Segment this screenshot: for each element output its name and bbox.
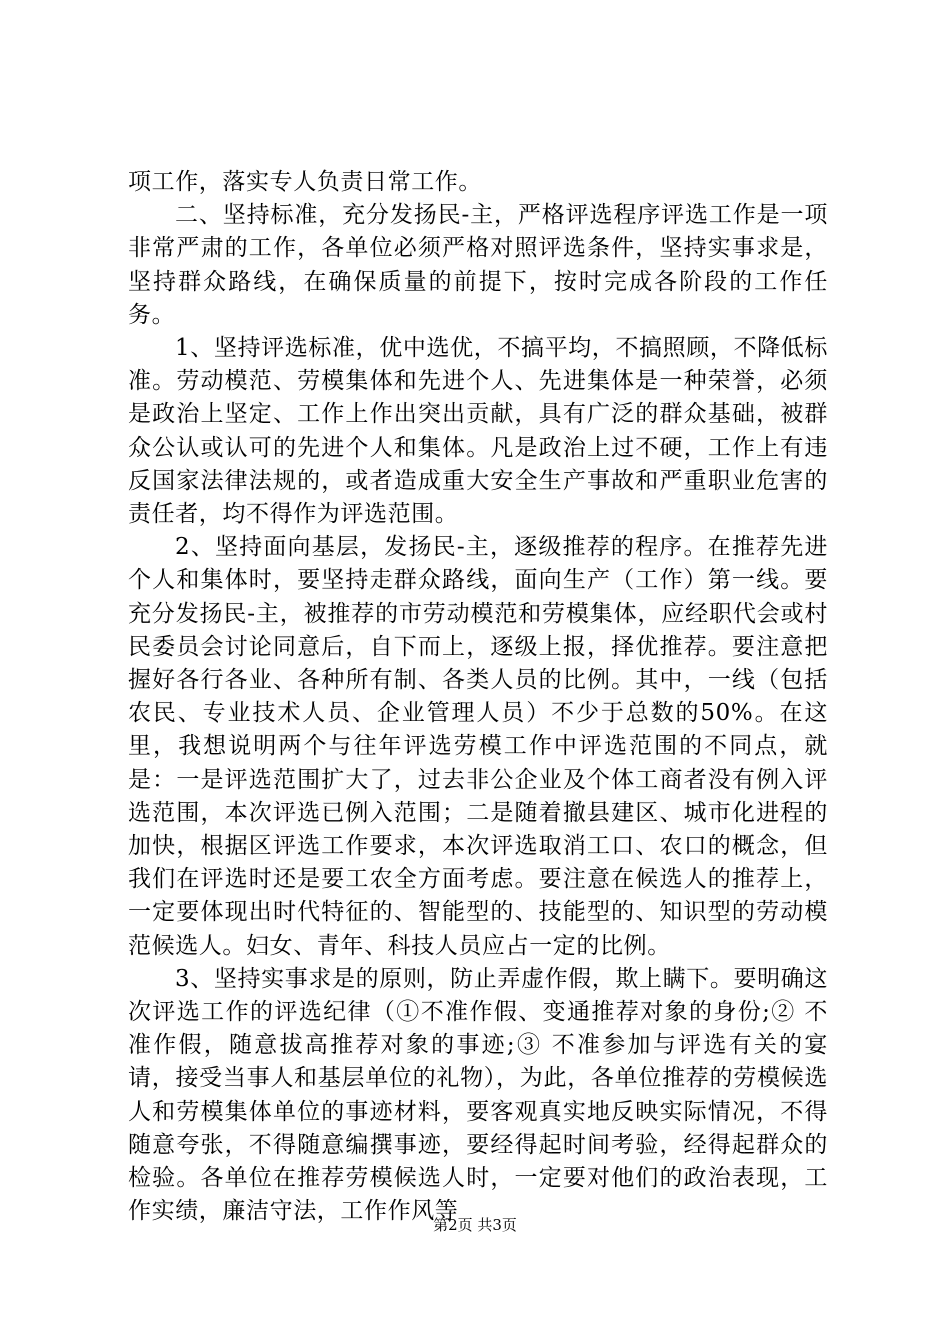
paragraph-3: 1、坚持评选标准，优中选优，不搞平均，不搞照顾，不降低标准。劳动模范、劳模集体和先进个人、先进集体是一种荣誉，必须是政治上坚定、工作上作出突出贡献，具有广泛的群众基础，被群众公认或认可的先进个人和集体。凡是政治上过不硬，工作上有违反国家法律法规的，或者造成重大安全生产事故和严重职业危害的责任者，均不得作为评选范围。	[128, 335, 828, 528]
document-body	[128, 166, 828, 1229]
paragraph-1: 项工作，落实专人负责日常工作。	[128, 169, 482, 195]
page-footer	[0, 1215, 950, 1235]
paragraph-2: 二、坚持标准，充分发扬民-主，严格评选程序评选工作是一项非常严肃的工作，各单位必须严格对照评选条件，坚持实事求是，坚持群众路线，在确保质量的前提下，按时完成各阶段的工作任务。	[128, 202, 828, 328]
page-indicator: 第2页 共3页	[433, 1216, 517, 1234]
paragraph-5: 3、坚持实事求是的原则，防止弄虚作假，欺上瞒下。要明确这次评选工作的评选纪律（①不准作假、变通推荐对象的身份;② 不准作假，随意拔高推荐对象的事迹;③ 不准参加与评选有关的宴请，接受当事人和基层单位的礼物），为此，各单位推荐的劳模候选人和劳模集体单位的事迹材料，要客观真实地反映实际情况，不得随意夸张，不得随意编撰事迹，要经得起时间考验，经得起群众的检验。各单位在推荐劳模候选人时，一定要对他们的政治表现，工作实绩，廉洁守法，工作作风等	[128, 965, 828, 1225]
paragraph-4: 2、坚持面向基层，发扬民-主，逐级推荐的程序。在推荐先进个人和集体时，要坚持走群众路线，面向生产（工作）第一线。要充分发扬民-主，被推荐的市劳动模范和劳模集体，应经职代会或村民委员会讨论同意后，自下而上，逐级上报，择优推荐。要注意把握好各行各业、各种所有制、各类人员的比例。其中，一线（包括农民、专业技术人员、企业管理人员）不少于总数的50%。在这里，我想说明两个与往年评选劳模工作中评选范围的不同点，就是：一是评选范围扩大了，过去非公企业及个体工商者没有例入评选范围，本次评选已例入范围；二是随着撤县建区、城市化进程的加快，根据区评选工作要求，本次评选取消工口、农口的概念，但我们在评选时还是要工农全方面考虑。要注意在候选人的推荐上，一定要体现出时代特征的、智能型的、技能型的、知识型的劳动模范候选人。妇女、青年、科技人员应占一定的比例。	[128, 534, 828, 959]
